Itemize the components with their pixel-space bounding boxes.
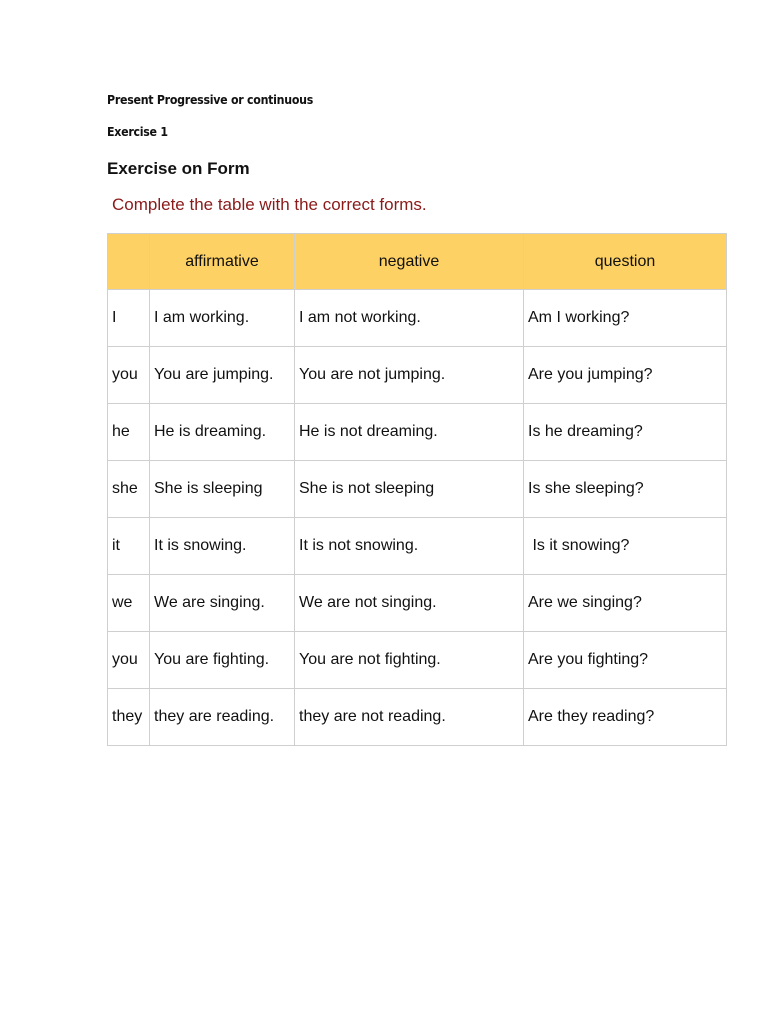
- question-cell: Are you fighting?: [524, 632, 727, 689]
- negative-cell: He is not dreaming.: [295, 404, 524, 461]
- instruction-text: Complete the table with the correct forms.: [112, 195, 427, 214]
- affirmative-cell: It is snowing.: [150, 518, 295, 575]
- question-cell: Are you jumping?: [524, 347, 727, 404]
- pronoun-cell: he: [108, 404, 150, 461]
- table-header-row: [108, 234, 727, 290]
- affirmative-cell: She is sleeping: [150, 461, 295, 518]
- question-cell: Is it snowing?: [524, 518, 727, 575]
- document-title: Present Progressive or continuous: [107, 93, 314, 107]
- pronoun-cell: we: [108, 575, 150, 632]
- affirmative-cell: He is dreaming.: [150, 404, 295, 461]
- affirmative-cell: You are jumping.: [150, 347, 295, 404]
- table-row: [108, 689, 727, 746]
- negative-cell: You are not fighting.: [295, 632, 524, 689]
- table-row: [108, 632, 727, 689]
- pronoun-cell: you: [108, 347, 150, 404]
- pronoun-cell: they: [108, 689, 150, 746]
- table-row: [108, 347, 727, 404]
- table-row: [108, 575, 727, 632]
- affirmative-cell: I am working.: [150, 290, 295, 347]
- affirmative-cell: You are fighting.: [150, 632, 295, 689]
- pronoun-cell: it: [108, 518, 150, 575]
- negative-cell: It is not snowing.: [295, 518, 524, 575]
- forms-table: [107, 233, 727, 746]
- pronoun-cell: you: [108, 632, 150, 689]
- pronoun-cell: I: [108, 290, 150, 347]
- table-row: [108, 290, 727, 347]
- header-cell-negative: negative: [295, 234, 524, 290]
- question-cell: Are we singing?: [524, 575, 727, 632]
- pronoun-cell: she: [108, 461, 150, 518]
- table-row: [108, 518, 727, 575]
- section-heading: Exercise on Form: [107, 159, 250, 178]
- negative-cell: I am not working.: [295, 290, 524, 347]
- negative-cell: You are not jumping.: [295, 347, 524, 404]
- question-cell: Am I working?: [524, 290, 727, 347]
- negative-cell: We are not singing.: [295, 575, 524, 632]
- question-cell: Are they reading?: [524, 689, 727, 746]
- question-cell: Is she sleeping?: [524, 461, 727, 518]
- exercise-number: Exercise 1: [107, 125, 168, 139]
- affirmative-cell: they are reading.: [150, 689, 295, 746]
- negative-cell: She is not sleeping: [295, 461, 524, 518]
- affirmative-cell: We are singing.: [150, 575, 295, 632]
- negative-cell: they are not reading.: [295, 689, 524, 746]
- header-cell-affirmative: affirmative: [150, 234, 295, 290]
- table-body: [108, 290, 727, 746]
- question-cell: Is he dreaming?: [524, 404, 727, 461]
- header-cell-question: question: [524, 234, 727, 290]
- header-cell-pronoun: [108, 234, 150, 290]
- table-row: [108, 461, 727, 518]
- table-row: [108, 404, 727, 461]
